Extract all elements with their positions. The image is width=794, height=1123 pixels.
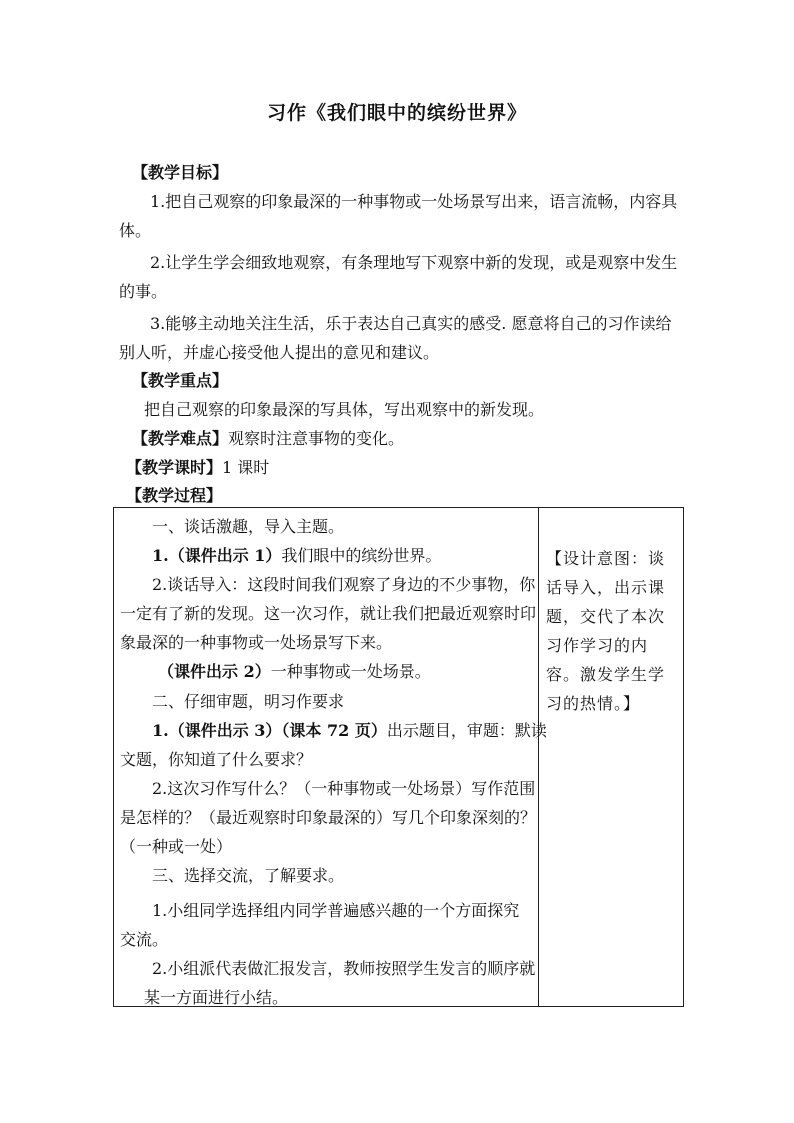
step-1-1 xyxy=(152,545,441,567)
step-2-2-line-1: 2.这次习作写什么？（一种事物或一处场景）写作范围 xyxy=(152,779,536,798)
objective-2-line-2: 的事。 xyxy=(119,282,168,301)
objective-1-line-1: 1.把自己观察的印象最深的一种事物或一处场景写出来，语言流畅，内容具 xyxy=(150,192,678,211)
step-1-3-text: 一种事物或一处场景。 xyxy=(270,662,431,681)
process-main-cell xyxy=(114,508,547,1007)
step-1-2-line-2: 一定有了新的发现。这一次习作，就让我们把最近观察时印 xyxy=(120,604,537,623)
key-points-text: 把自己观察的印象最深的写具体，写出观察中的新发现。 xyxy=(144,400,545,419)
step-1-1-text: 我们眼中的缤纷世界。 xyxy=(281,546,442,565)
difficulty-text: 观察时注意事物的变化。 xyxy=(228,429,405,448)
step-1-2-line-3: 象最深的一种事物或一处场景写下来。 xyxy=(120,633,393,652)
section-3-heading: 三、选择交流，了解要求。 xyxy=(152,866,345,885)
step-3-1-line-2: 交流。 xyxy=(120,930,169,949)
objective-2-line-1: 2.让学生学会细致地观察，有条理地写下观察中新的发现，或是观察中发生 xyxy=(150,253,678,272)
step-1-3 xyxy=(158,661,431,683)
step-2-1-text: 出示题目，审题：默读 xyxy=(386,721,547,740)
step-3-2-line-1: 2.小组派代表做汇报发言，教师按照学生发言的顺序就 xyxy=(152,959,536,978)
section-2-heading: 二、仔细审题，明习作要求 xyxy=(152,692,345,711)
step-2-1-line-2: 文题，你知道了什么要求？ xyxy=(120,750,313,769)
key-points-heading: 【教学重点】 xyxy=(132,371,229,390)
objective-1-line-2: 体。 xyxy=(119,221,152,240)
step-1-3-label: （课件出示 2） xyxy=(158,662,271,681)
duration-row xyxy=(126,457,269,479)
design-intent-note: 【设计意图：谈话导入，出示课题，交代了本次习作学习的内容。激发学生学习的热情。】 xyxy=(546,549,666,713)
step-1-1-label: 1.（课件出示 1） xyxy=(152,546,282,565)
step-2-2-line-2: 是怎样的？（最近观察时印象最深的）写几个印象深刻的？ xyxy=(120,808,537,827)
step-3-1-line-1: 1.小组同学选择组内同学普遍感兴趣的一个方面探究 xyxy=(152,901,520,920)
process-table xyxy=(113,507,684,1007)
step-2-2-line-3: （一种或一处） xyxy=(120,837,233,856)
duration-heading: 【教学课时】 xyxy=(126,458,223,477)
objectives-heading: 【教学目标】 xyxy=(132,163,229,182)
process-side-cell xyxy=(539,508,684,1007)
step-3-2-line-2: 某一方面进行小结。 xyxy=(144,988,289,1007)
objective-3-line-1: 3.能够主动地关注生活，乐于表达自己真实的感受. 愿意将自己的习作读给 xyxy=(150,314,672,333)
step-1-2-line-1: 2.谈话导入：这段时间我们观察了身边的不少事物，你 xyxy=(152,575,536,594)
objective-3-line-2: 别人听，并虚心接受他人提出的意见和建议。 xyxy=(119,343,440,362)
difficulty-row xyxy=(132,428,404,450)
process-heading: 【教学过程】 xyxy=(126,486,223,505)
difficulty-heading: 【教学难点】 xyxy=(132,429,229,448)
section-1-heading: 一、谈话激趣，导入主题。 xyxy=(152,517,345,536)
duration-text: 1 课时 xyxy=(222,458,270,477)
step-2-1-line-1 xyxy=(152,720,547,742)
page-title: 习作《我们眼中的缤纷世界》 xyxy=(266,102,527,124)
step-2-1-label: 1.（课件出示 3）（课本 72 页） xyxy=(152,721,387,740)
